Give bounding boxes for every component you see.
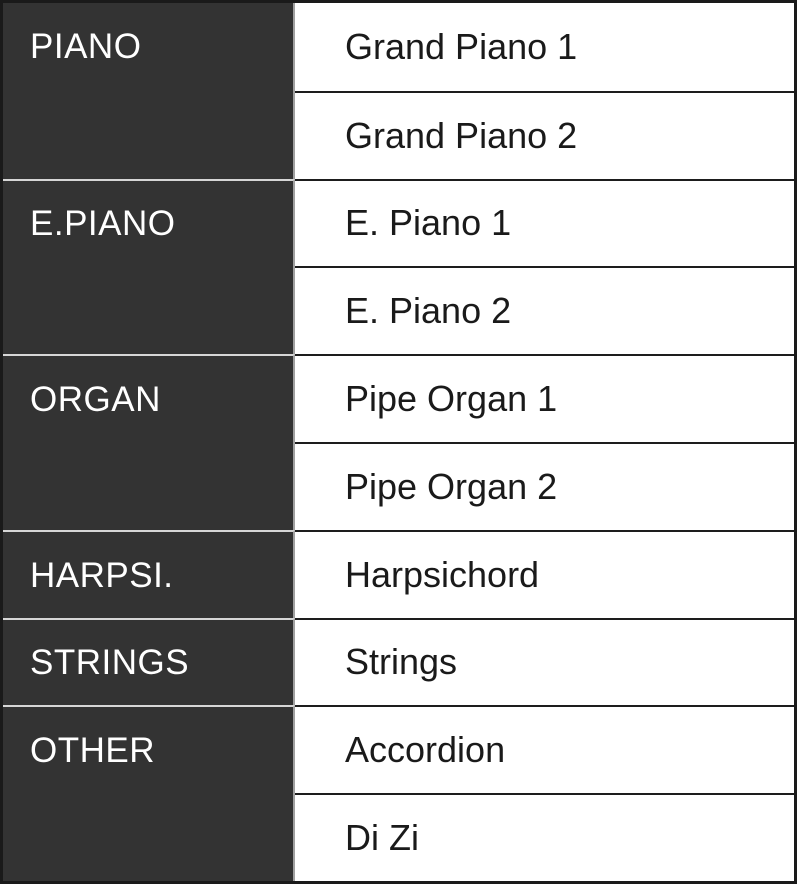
voice-cell: Pipe Organ 2: [295, 442, 794, 530]
voice-cell: E. Piano 2: [295, 266, 794, 354]
voice-cell: Grand Piano 2: [295, 91, 794, 179]
category-cell-harpsi: [3, 530, 295, 618]
voice-cell: Pipe Organ 1: [295, 354, 794, 442]
category-label: E.PIANO: [30, 204, 176, 244]
voice-cell: Harpsichord: [295, 530, 794, 618]
voice-cell: Strings: [295, 618, 794, 706]
category-cell-piano: [3, 3, 295, 179]
voice-cell: Accordion: [295, 705, 794, 793]
category-cell-epiano: [3, 179, 295, 355]
category-cell-other: [3, 705, 295, 881]
voice-cell: Grand Piano 1: [295, 3, 794, 91]
category-cell-strings: [3, 618, 295, 706]
category-cell-organ: [3, 354, 295, 530]
category-label: HARPSI.: [30, 555, 174, 595]
category-label: OTHER: [30, 731, 155, 771]
category-label: STRINGS: [30, 643, 190, 683]
category-label: PIANO: [30, 26, 142, 66]
voice-cell: E. Piano 1: [295, 179, 794, 267]
category-label: ORGAN: [30, 380, 161, 420]
voice-cell: Di Zi: [295, 793, 794, 881]
